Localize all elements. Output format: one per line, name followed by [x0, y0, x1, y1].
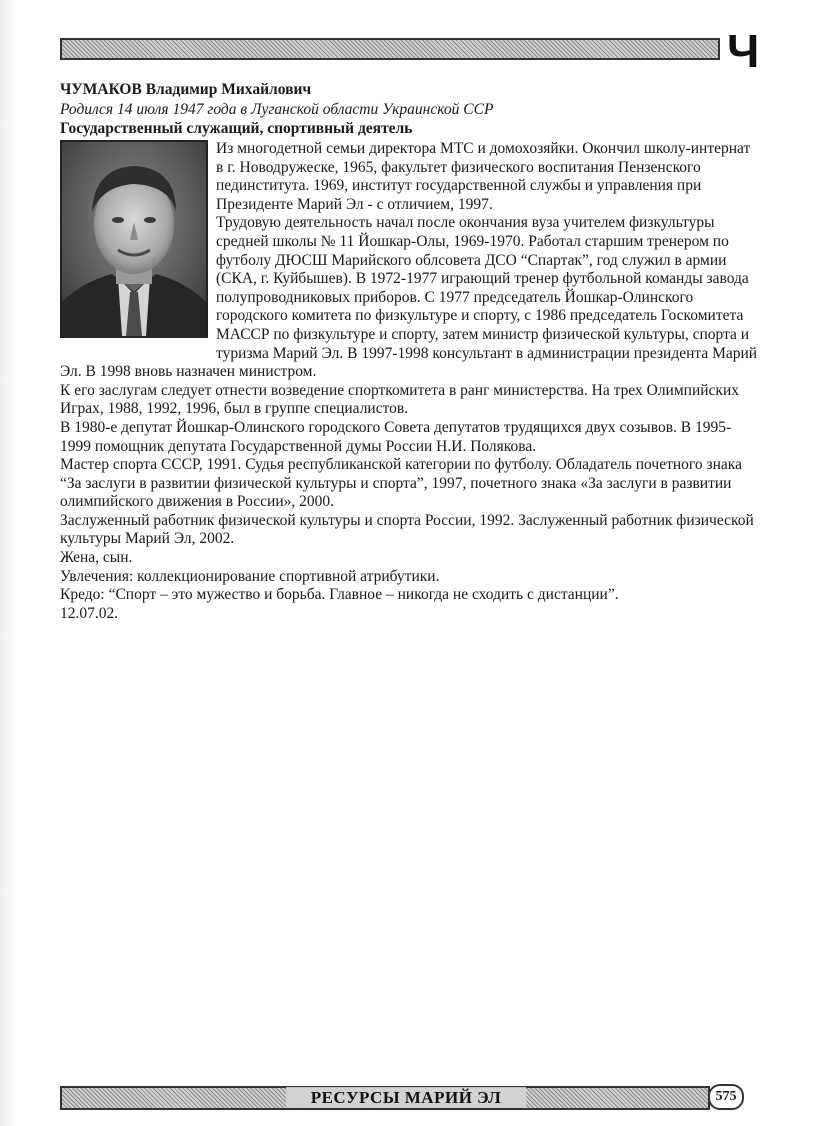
- bio-paragraph: Кредо: “Спорт – это мужество и борьба. Главное – никогда не сходить с дистанции”.: [60, 586, 619, 604]
- bio-date: 12.07.02.: [60, 604, 119, 622]
- bio-paragraph: В 1980-е депутат Йошкар-Олинского городского Совета депутатов трудящихся двух созывов. В 1995-1999 помощник депутата Государственной думы России Н.И. Полякова.: [60, 418, 732, 455]
- person-name: ЧУМАКОВ Владимир Михайлович: [60, 81, 312, 98]
- bio-paragraph: К его заслугам следует отнести возведение спорткомитета в ранг министерства. На трех Олимпийских Играх, 1988, 1992, 1996, был в группе специалистов.: [60, 381, 740, 418]
- occupation: Государственный служащий, спортивный деятель: [60, 120, 413, 137]
- photo-spacer: [60, 140, 216, 354]
- bio-paragraph: Жена, сын.: [60, 549, 133, 567]
- page-number: 575: [708, 1084, 744, 1110]
- bio-paragraph: Трудовую деятельность начал после окончания вуза учителем физкультуры средней школы № 11 Йошкар-Олы, 1969-1970. Работал старшим тренером по футболу ДЮСШ Марийского облсовета ДСО “Спартак”, год служил в армии (СКА, г. Куйбышев). В 1972-1977 играющий тренер футбольной команды завода полупроводниковых приборов. С 1977 председатель Йошкар-Олинского городского комитета по физкультуре и спорту, с 1986 председатель Госкомитета МАССР по физкультуре и спорту, затем министр физической культуры, спорта и туризма Марий Эл. В 1997-1998 консультант в администрации президента Марий Эл. В 1998 вновь назначен министром.: [60, 214, 758, 381]
- header-banner: [60, 38, 720, 60]
- footer-title: РЕСУРСЫ МАРИЙ ЭЛ: [286, 1087, 526, 1108]
- birth-info: Родился 14 июля 1947 года в Луганской области Украинской ССР: [60, 101, 494, 118]
- bio-paragraph: Увлечения: коллекционирование спортивной атрибутики.: [60, 567, 440, 585]
- section-letter: Ч: [727, 25, 760, 77]
- bio-paragraph: Из многодетной семьи директора МТС и домохозяйки. Окончил школу-интернат в г. Новодружеске, 1965, факультет физического воспитания Пензенского пединститута. 1969, институт государственной службы и управления при Президенте Марий Эл - с отличием, 1997.: [216, 140, 751, 213]
- scan-edge-shadow: [0, 0, 18, 1126]
- bio-paragraph: Мастер спорта СССР, 1991. Судья республиканской категории по футболу. Обладатель почетного знака “За заслуги в развитии физической культуры и спорта”, 1997, почетного знака «За заслуги в развитии олимпийского движения в России», 2000.: [60, 456, 742, 511]
- biography-text: [60, 140, 760, 623]
- bio-paragraph: Заслуженный работник физической культуры и спорта России, 1992. Заслуженный работник физической культуры Марий Эл, 2002.: [60, 511, 754, 548]
